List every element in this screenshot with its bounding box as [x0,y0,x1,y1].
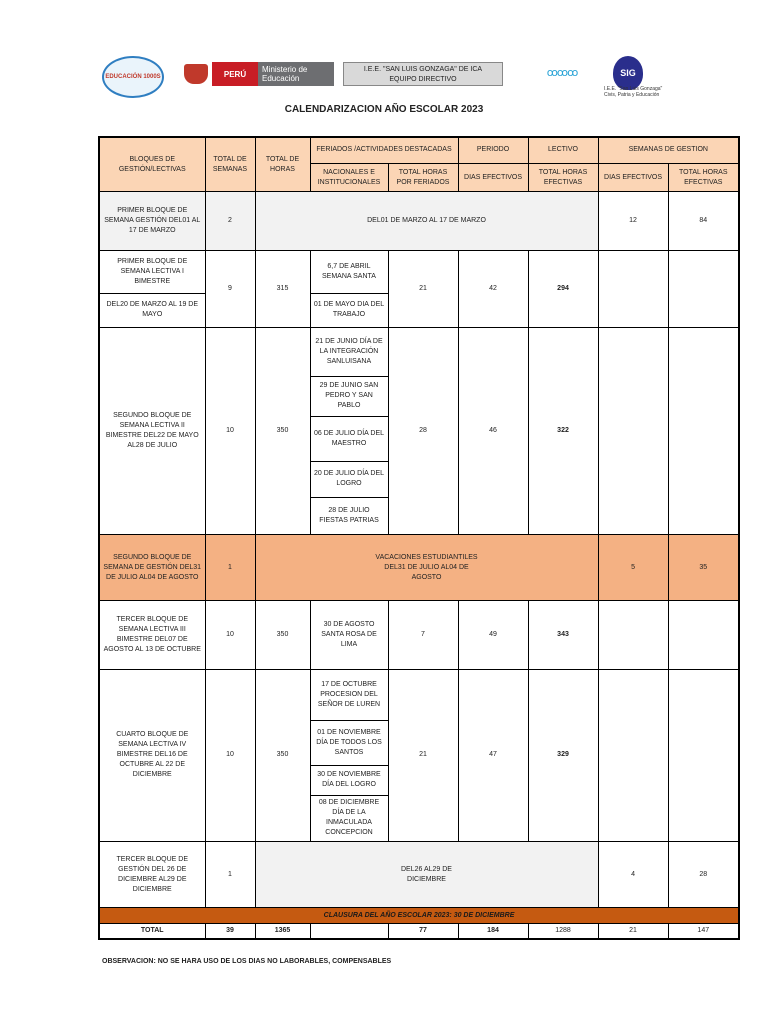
feriado-cell: 20 DE JULIO DÍA DEL LOGRO [310,461,388,497]
horas-gestion-cell [668,670,739,841]
horas-cell: 350 [255,601,310,670]
horas-gestion-cell: 28 [668,841,739,908]
col-total-horas-feriados: TOTAL HORAS POR FERIADOS [388,163,458,191]
dias-gestion-cell: 12 [598,192,668,251]
school-name-box [343,62,503,86]
dias-cell: 42 [458,250,528,327]
total-horas: 1365 [255,923,310,939]
semanas-cell: 2 [205,192,255,251]
bloque-cell: SEGUNDO BLOQUE DE SEMANA DE GESTIÓN DEL31 DE JULIO AL04 DE AGOSTO [99,534,205,601]
education-logo [102,56,164,98]
education-logo-text: EDUCACIÓN 1000S [105,73,161,80]
col-total-horas-efectivas: TOTAL HORAS EFECTIVAS [528,163,598,191]
ministerio-label: Ministerio de Educación [258,62,334,86]
horas-efectivas-cell: 343 [528,601,598,670]
sig-caption-line2: Civis, Patria y Educación [604,92,660,98]
periodo-cell: DEL01 DE MARZO AL 17 DE MARZO [255,192,598,251]
horas-gestion-cell: 84 [668,192,739,251]
horas-gestion-cell [668,601,739,670]
feriado-cell: 17 DE OCTUBRE PROCESION DEL SEÑOR DE LUREN [310,670,388,721]
sig-logo: SIG [613,56,643,90]
observacion-note: OBSERVACION: NO SE HARA USO DE LOS DIAS NO LABORABLES, COMPENSABLES [102,958,392,965]
periodo-text: DEL26 AL29 DE DICIEMBRE [401,865,452,883]
document-header [0,50,768,100]
dias-gestion-cell [598,327,668,534]
table-row [99,841,739,908]
feriado-cell: 30 DE NOVIEMBRE DÍA DEL LOGRO [310,765,388,795]
bloque-cell: TERCER BLOQUE DE GESTIÓN DEL 26 DE DICIEMBRE AL29 DE DICIEMBRE [99,841,205,908]
semanas-cell: 10 [205,670,255,841]
col-total-horas-efectivas-gestion: TOTAL HORAS EFECTIVAS [668,163,739,191]
total-label: TOTAL [99,923,205,939]
dias-cell: 49 [458,601,528,670]
total-nacionales [310,923,388,939]
feriado-cell: 30 DE AGOSTO SANTA ROSA DE LIMA [310,601,388,670]
bloque-cell: CUARTO BLOQUE DE SEMANA LECTIVA IV BIMESTRE DEL16 DE OCTUBRE AL 22 DE DICIEMBRE [99,670,205,841]
peru-shield-icon [184,64,208,84]
dias-cell: 46 [458,327,528,534]
feriado-cell: 29 DE JUNIO SAN PEDRO Y SAN PABLO [310,376,388,417]
semanas-cell: 1 [205,534,255,601]
semanas-cell: 9 [205,250,255,327]
table-row [99,327,739,376]
total-semanas: 39 [205,923,255,939]
school-name: I.E.E. "SAN LUIS GONZAGA" DE ICA [363,66,483,73]
col-total-semanas: TOTAL DE SEMANAS [205,137,255,192]
feriado-cell: 21 DE JUNIO DÍA DE LA INTEGRACIÓN SANLUISANA [310,327,388,376]
dias-gestion-cell [598,601,668,670]
horas-feriados-cell: 28 [388,327,458,534]
semanas-cell: 1 [205,841,255,908]
sig-caption-line1: I.E.E. "San Luis Gonzaga" [604,86,663,92]
horas-feriados-cell: 21 [388,250,458,327]
col-periodo: PERIODO [458,137,528,163]
col-lectivo: LECTIVO [528,137,598,163]
col-feriados: FERIADOS /ACTIVIDADES DESTACADAS [310,137,458,163]
table-row [99,601,739,670]
sig-caption [604,86,674,98]
total-horas-efectivas: 1288 [528,923,598,939]
horas-efectivas-cell: 329 [528,670,598,841]
table-row [99,250,739,293]
vacaciones-label: VACACIONES ESTUDIANTILES [375,553,478,561]
table-row [99,670,739,721]
periodo-cell [255,841,598,908]
feriado-cell: 06 DE JULIO DÍA DEL MAESTRO [310,417,388,462]
table-row [99,534,739,601]
bloque-cell: DEL20 DE MARZO AL 19 DE MAYO [99,293,205,327]
school-team: EQUIPO DIRECTIVO [389,76,457,83]
col-dias-efectivos: DIAS EFECTIVOS [458,163,528,191]
header-row [99,137,739,163]
horas-cell: 315 [255,250,310,327]
calendar-table [98,136,740,940]
col-bloques: BLOQUES DE GESTIÓN/LECTIVAS [99,137,205,192]
page-title: CALENDARIZACION AÑO ESCOLAR 2023 [284,104,484,115]
total-dias-gestion: 21 [598,923,668,939]
col-semanas-gestion: SEMANAS DE GESTION [598,137,739,163]
horas-gestion-cell [668,250,739,327]
periodo-cell [255,534,598,601]
semanas-cell: 10 [205,601,255,670]
feriado-cell: 6,7 DE ABRIL SEMANA SANTA [310,250,388,293]
horas-cell: 350 [255,327,310,534]
horas-feriados-cell: 7 [388,601,458,670]
clausura-text: CLAUSURA DEL AÑO ESCOLAR 2023: 30 DE DICIEMBRE [99,908,739,923]
horas-efectivas-cell: 294 [528,250,598,327]
table-row [99,192,739,251]
horas-gestion-cell: 35 [668,534,739,601]
dias-gestion-cell [598,670,668,841]
ministerio-logo [212,62,334,86]
total-row [99,923,739,939]
semanas-cell: 10 [205,327,255,534]
bloque-cell: TERCER BLOQUE DE SEMANA LECTIVA III BIMESTRE DEL07 DE AGOSTO AL 13 DE OCTUBRE [99,601,205,670]
bloque-cell: PRIMER BLOQUE DE SEMANA LECTIVA I BIMESTRE [99,250,205,293]
horas-efectivas-cell: 322 [528,327,598,534]
total-horas-feriados: 77 [388,923,458,939]
peru-label: PERÚ [212,62,258,86]
bloque-cell: SEGUNDO BLOQUE DE SEMANA LECTIVA II BIMESTRE DEL22 DE MAYO AL28 DE JULIO [99,327,205,534]
col-total-horas: TOTAL DE HORAS [255,137,310,192]
feriado-cell: 28 DE JULIO FIESTAS PATRIAS [310,498,388,534]
horas-cell: 350 [255,670,310,841]
vacaciones-dates: DEL31 DE JULIO AL04 DE AGOSTO [384,563,469,581]
children-icon: ꝏꝏꝏ [546,67,578,79]
dias-gestion-cell: 5 [598,534,668,601]
feriado-cell: 01 DE MAYO DIA DEL TRABAJO [310,293,388,327]
feriado-cell: 01 DE NOVIEMBRE DÍA DE TODOS LOS SANTOS [310,721,388,766]
col-nacionales: NACIONALES E INSTITUCIONALES [310,163,388,191]
col-dias-efectivos-gestion: DIAS EFECTIVOS [598,163,668,191]
dias-gestion-cell: 4 [598,841,668,908]
feriado-cell: 08 DE DICIEMBRE DÍA DE LA INMACULADA CONCEPCION [310,796,388,842]
clausura-row [99,908,739,923]
bloque-cell: PRIMER BLOQUE DE SEMANA GESTIÓN DEL01 AL 17 DE MARZO [99,192,205,251]
total-dias: 184 [458,923,528,939]
dias-cell: 47 [458,670,528,841]
dias-gestion-cell [598,250,668,327]
total-horas-gestion: 147 [668,923,739,939]
horas-feriados-cell: 21 [388,670,458,841]
horas-gestion-cell [668,327,739,534]
